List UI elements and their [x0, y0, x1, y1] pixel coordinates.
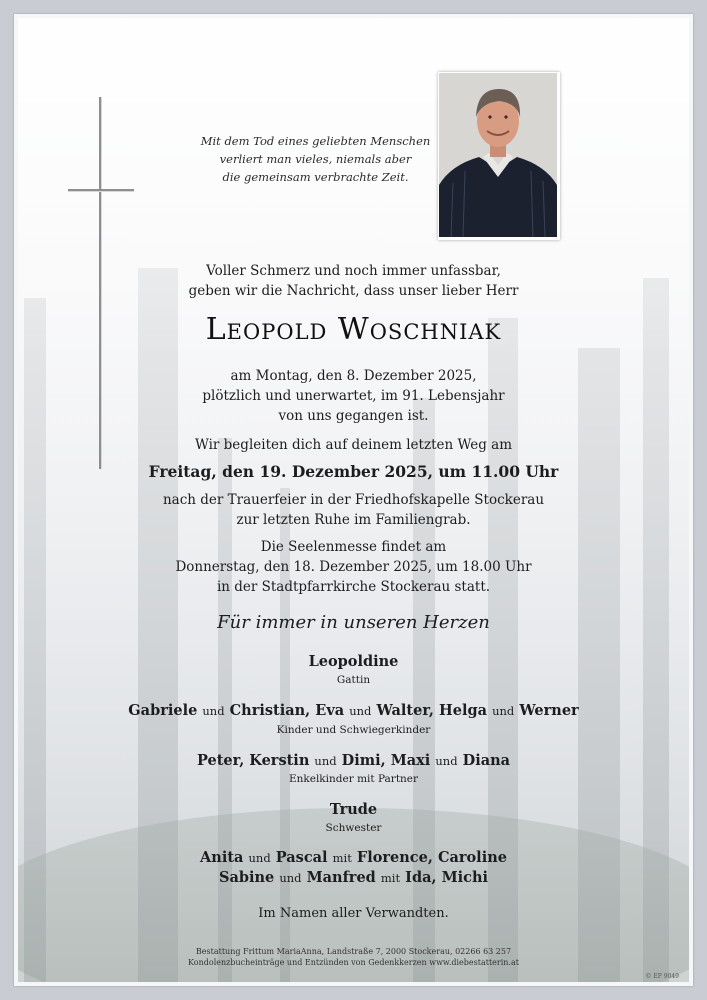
funeral-date: Freitag, den 19. Dezember 2025, um 11.00 Uhr [148, 462, 559, 481]
template-code: © EP 9049 [645, 973, 679, 980]
intro-line: Voller Schmerz und noch immer unfassbar, [206, 263, 501, 279]
quote-line: die gemeinsam verbrachte Zeit. [222, 170, 409, 184]
family-role: Kinder und Schwiegerkinder [276, 724, 431, 736]
quote-line: Mit dem Tod eines geliebten Menschen [200, 134, 431, 148]
quote-line: verliert man vieles, niemals aber [219, 152, 412, 166]
accompany-text: Wir begleiten dich auf deinem letzten Weg am [194, 437, 513, 453]
parte-card [18, 18, 689, 982]
intro-text [18, 261, 689, 301]
forever-heading: Für immer in unseren Herzen [217, 612, 490, 633]
mass-line: Die Seelenmesse findet am [260, 539, 447, 555]
mass-details [18, 537, 689, 597]
death-line: am Montag, den 8. Dezember 2025, [230, 368, 477, 384]
mass-line: in der Stadtpfarrkirche Stockerau statt. [216, 579, 491, 595]
death-line: von uns gegangen ist. [278, 408, 429, 424]
deceased-name: Leopold Woschniak [205, 312, 502, 347]
family-spouse: Leopoldine [308, 653, 399, 670]
parte-frame [14, 14, 693, 986]
closing-text: Im Namen aller Verwandten. [258, 906, 449, 921]
family-role: Schwester [325, 822, 382, 834]
family-role: Enkelkinder mit Partner [288, 773, 419, 785]
portrait-photo [438, 72, 560, 240]
death-details [18, 366, 689, 426]
quote-text [188, 132, 443, 186]
family-sister: Trude [329, 801, 378, 818]
death-line: plötzlich und unerwartet, im 91. Lebensjahr [202, 388, 505, 404]
service-line: nach der Trauerfeier in der Friedhofskapelle Stockerau [162, 492, 545, 508]
family-children: Gabriele und Christian, Eva und Walter, Helga und Werner [128, 702, 579, 719]
footer-text [18, 946, 689, 968]
footer-line: Kondolenzbucheinträge und Entzünden von Gedenkkerzen www.diebestatterin.at [188, 958, 519, 967]
family-grandchildren: Peter, Kerstin und Dimi, Maxi und Diana [196, 752, 511, 769]
family-line: Anita und Pascal mit Florence, Caroline [200, 849, 507, 866]
service-line: zur letzten Ruhe im Familiengrab. [236, 512, 471, 528]
family-role: Gattin [336, 674, 371, 686]
intro-line: geben wir die Nachricht, dass unser lieber Herr [188, 283, 519, 299]
footer-line: Bestattung Frittum MariaAnna, Landstraße 7, 2000 Stockerau, 02266 63 257 [195, 947, 512, 956]
family-line: Sabine und Manfred mit Ida, Michi [218, 869, 489, 886]
mass-line: Donnerstag, den 18. Dezember 2025, um 18.00 Uhr [175, 559, 532, 575]
service-details [18, 490, 689, 530]
